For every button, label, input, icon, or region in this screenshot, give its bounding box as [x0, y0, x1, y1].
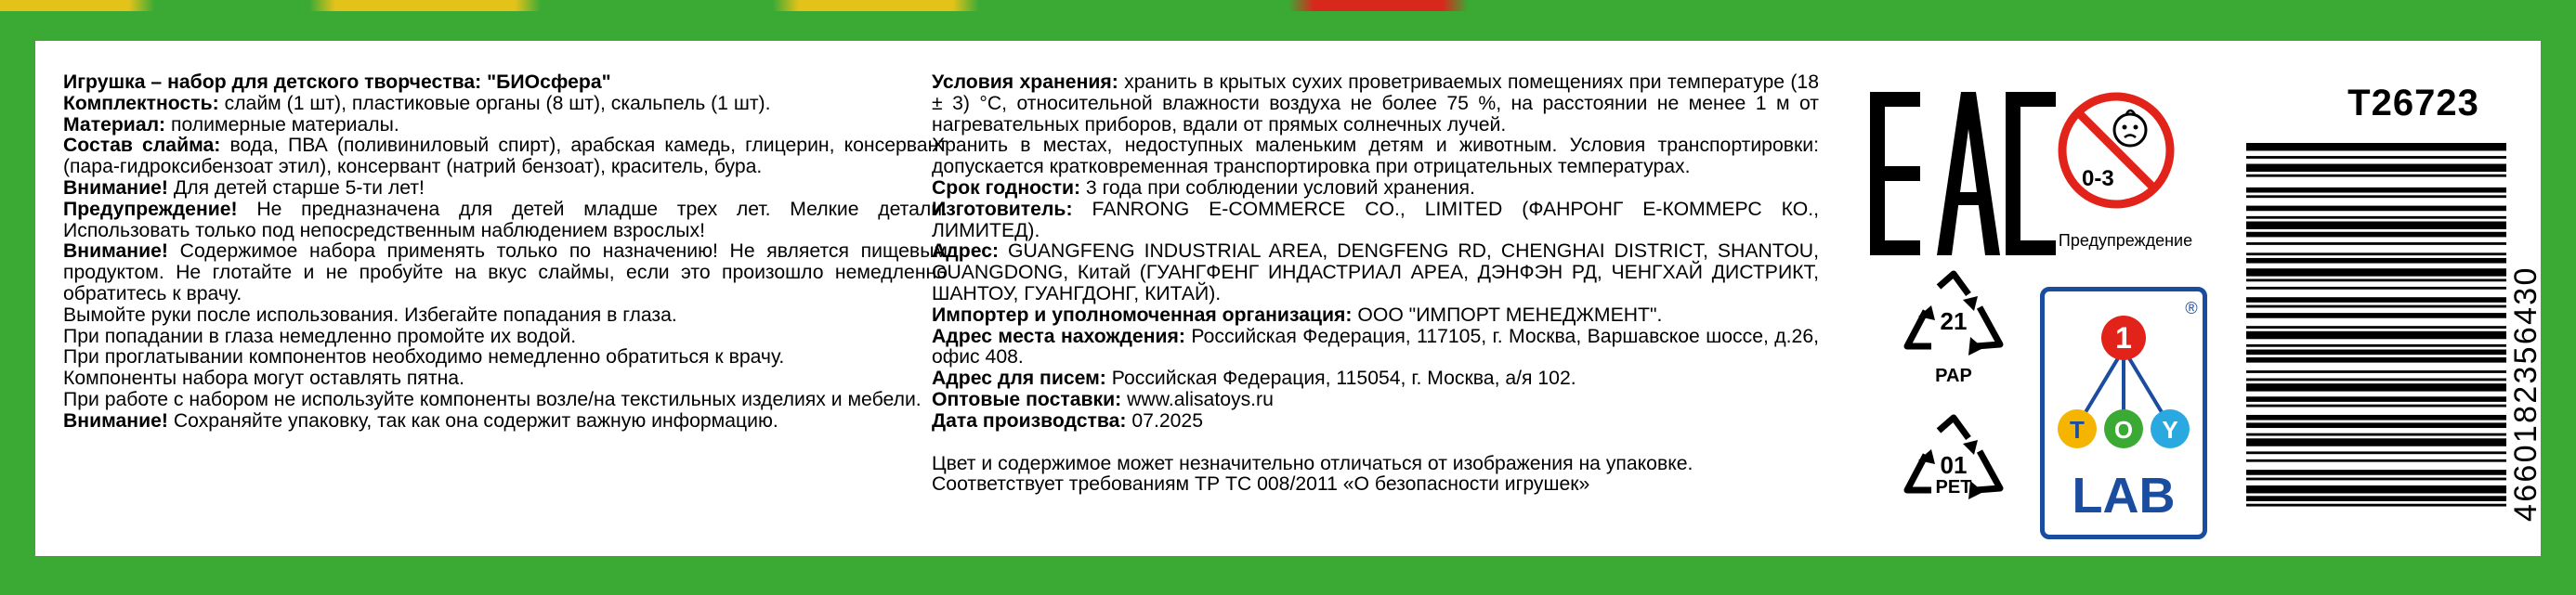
left-text: Вымойте руки после использования. Избегайте попадания в глаза. [63, 304, 677, 326]
spacer [932, 433, 1819, 454]
barcode-bar [2246, 305, 2506, 308]
barcode-icon [2246, 143, 2506, 514]
left-label: Состав слайма: [63, 135, 221, 157]
right-paragraph [932, 72, 1819, 136]
left-paragraph [63, 136, 948, 178]
right-paragraph [932, 178, 1819, 200]
left-paragraph [63, 94, 948, 115]
left-text: полимерные материалы. [165, 113, 399, 136]
barcode-bar [2246, 164, 2506, 172]
barcode-bar [2246, 195, 2506, 198]
info-column-right [932, 72, 1819, 496]
barcode-bar [2246, 252, 2506, 255]
right-label: Импортер и уполномоченная организация: [932, 304, 1353, 326]
barcode-bar [2246, 370, 2506, 373]
left-label: Комплектность: [63, 92, 219, 114]
label-panel [35, 41, 2541, 556]
right-paragraph [932, 305, 1819, 327]
right-text: FANRONG E-COMMERCE CO., LIMITED (ФАНРОНГ Е-КОММЕРС КО., ЛИМИТЕД). [932, 198, 1819, 241]
right-text: Российская Федерация, 115054, г. Москва, а/я 102. [1105, 368, 1576, 390]
left-label: Игрушка – набор для детского творчества: "БИОсфера" [63, 71, 611, 93]
right-text: GUANGFENG INDUSTRIAL AREA, DENGFENG RD, CHENGHAI DISTRICT, SHANTOU, GUANGDONG, Китай (ГУАНГФЕНГ ИНДАСТРИАЛ АРЕА, ДЭНФЭН РД, ЧЕНГХАЙ ДИСТРИКТ, ШАНТОУ, ГУАНГДОНГ, КИТАЙ). [932, 240, 1819, 304]
right-label: Условия хранения: [932, 71, 1118, 93]
left-text: слайм (1 шт), пластиковые органы (8 шт), скальпель (1 шт). [218, 92, 771, 114]
left-paragraph [63, 115, 948, 136]
toylab-letter-t: T [2070, 416, 2085, 444]
right-text: Российская Федерация, 117105, г. Москва, Варшавское шоссе, д.26, офис 408. [932, 325, 1819, 369]
right-paragraph [932, 200, 1819, 242]
barcode-bar [2246, 287, 2506, 290]
barcode-bar [2246, 396, 2506, 402]
left-label: Внимание! [63, 409, 168, 432]
left-paragraph [63, 241, 948, 304]
barcode-bar [2246, 451, 2506, 454]
left-text: При попадании в глаза немедленно промойте их водой. [63, 325, 577, 347]
right-text: Хранить в местах, недоступных маленьким детям и животным. Условия транспортировки: допускается кратковременная транспортировка при отрицательных температурах. [932, 135, 1819, 178]
toylab-digit: 1 [2115, 321, 2132, 355]
left-paragraph [63, 305, 948, 327]
barcode-bar [2246, 496, 2506, 501]
left-text: Компоненты набора могут оставлять пятна. [63, 368, 464, 390]
right-label: Адрес: [932, 240, 1000, 263]
left-label: Внимание! [63, 240, 168, 263]
right-text: Цвет и содержимое может незначительно отличаться от изображения на упаковке. [932, 452, 1693, 474]
toylab-letter-y: Y [2162, 416, 2178, 444]
left-paragraph [63, 369, 948, 390]
right-text: 3 года при соблюдении условий хранения. [1080, 176, 1475, 199]
left-text: Содержимое набора применять только по назначению! Не является пищевым продуктом. Не глотайте и не пробуйте на вкус слаймы, если это произошло немедленно обратитесь к врачу. [63, 240, 948, 304]
recycle-pap-icon [1898, 268, 2009, 370]
recycle-pet-icon [1898, 412, 2009, 514]
right-paragraph [932, 390, 1819, 411]
barcode-bar [2246, 206, 2506, 212]
1toy-lab-logo [2040, 287, 2207, 539]
warning-caption: Предупреждение [2058, 231, 2193, 250]
right-paragraph [932, 454, 1819, 475]
barcode-bar [2246, 156, 2506, 159]
recycle-pet-number: 01 [1940, 451, 1968, 479]
barcode-bar [2246, 433, 2506, 436]
right-label: Оптовые поставки: [932, 388, 1122, 410]
barcode-bar [2246, 379, 2506, 382]
right-label: Адрес места нахождения: [932, 325, 1185, 347]
barcode-bar [2246, 415, 2506, 420]
right-paragraph [932, 369, 1819, 390]
right-text: 07.2025 [1126, 409, 1203, 432]
left-paragraph [63, 72, 948, 94]
barcode-bar [2246, 357, 2506, 363]
barcode-bar [2246, 188, 2506, 193]
right-paragraph [932, 411, 1819, 433]
right-text: Соответствует требованиям ТР ТС 008/2011 «О безопасности игрушек» [932, 473, 1590, 496]
left-paragraph [63, 200, 948, 242]
left-paragraph [63, 390, 948, 411]
barcode-digits [2508, 141, 2545, 522]
barcode-bar [2246, 278, 2506, 281]
barcode-bar [2246, 242, 2506, 245]
barcode-bar [2246, 459, 2506, 462]
left-text: Не предназначена для детей младше трех лет. Мелкие детали. Использовать только под непосредственным наблюдением взрослых! [63, 198, 948, 241]
barcode-bar [2246, 405, 2506, 407]
recycle-pet-label: PET [1935, 477, 1972, 498]
right-label: Изготовитель: [932, 198, 1073, 220]
barcode-number: 4660182356430 [2508, 265, 2543, 522]
right-label: Адрес для писем: [932, 368, 1106, 390]
left-label: Внимание! [63, 176, 168, 199]
barcode-bar [2246, 297, 2506, 303]
barcode-bar [2246, 216, 2506, 219]
barcode-bar [2246, 438, 2506, 446]
recycle-pap-label: PAP [1935, 366, 1972, 386]
right-text: www.alisatoys.ru [1121, 388, 1274, 410]
barcode-bar [2246, 504, 2506, 507]
left-paragraph [63, 178, 948, 200]
right-label: Срок годности: [932, 176, 1081, 199]
eac-mark-icon [1870, 92, 2056, 255]
left-text: При работе с набором не используйте компоненты возле/на текстильных изделиях и мебели. [63, 388, 922, 410]
barcode-bar [2246, 485, 2506, 493]
info-column-left [63, 72, 948, 433]
left-label: Предупреждение! [63, 198, 238, 220]
barcode-bar [2246, 175, 2506, 177]
barcode-bar [2246, 344, 2506, 347]
barcode-bar [2246, 422, 2506, 428]
barcode-bar [2246, 470, 2506, 475]
left-text: Для детей старше 5-ти лет! [167, 176, 425, 199]
right-text: хранить в крытых сухих проветриваемых помещениях при температуре (18 ± 3) °С, относительной влажности воздуха не более 75 %, на расстоянии не менее 1 м от нагревательных приборов, вдали от прямых солнечных лучей. [932, 71, 1819, 136]
right-label: Дата производства: [932, 409, 1127, 432]
barcode-bar [2246, 232, 2506, 238]
barcode-bar [2246, 383, 2506, 391]
barcode-bar [2246, 331, 2506, 339]
right-paragraph [932, 327, 1819, 369]
barcode-bar [2246, 268, 2506, 276]
left-text: При проглатывании компонентов необходимо немедленно обратиться к врачу. [63, 346, 785, 369]
barcode-bar [2246, 258, 2506, 264]
toylab-letter-o: O [2113, 416, 2134, 444]
recycle-pap-number: 21 [1940, 307, 1968, 335]
barcode-bar [2246, 478, 2506, 481]
right-paragraph [932, 474, 1819, 496]
barcode-bar [2246, 326, 2506, 329]
barcode-bar [2246, 143, 2506, 150]
left-text: вода, ПВА (поливиниловый спирт), арабская камедь, глицерин, консервант (пара-гидроксибензоат этил), консервант (натрий бензоат), краситель, бура. [63, 135, 948, 178]
barcode-bar [2246, 313, 2506, 318]
right-paragraph [932, 136, 1819, 178]
left-label: Материал: [63, 113, 166, 136]
right-text: ООО "ИМПОРТ МЕНЕДЖМЕНТ". [1352, 304, 1663, 326]
left-paragraph [63, 411, 948, 433]
barcode-bar [2246, 350, 2506, 356]
left-paragraph [63, 327, 948, 348]
top-decor-strip [0, 0, 2576, 11]
barcode-bar [2246, 222, 2506, 229]
left-paragraph [63, 347, 948, 369]
age-range-text: 0-3 [2082, 166, 2114, 191]
sku-code: T26723 [2347, 83, 2479, 123]
right-paragraph [932, 241, 1819, 304]
toylab-registered: ® [2185, 299, 2198, 317]
no-under-3-icon [2056, 85, 2177, 225]
toylab-word: LAB [2072, 468, 2176, 524]
left-text: Сохраняйте упаковку, так как она содержит важную информацию. [167, 409, 778, 432]
